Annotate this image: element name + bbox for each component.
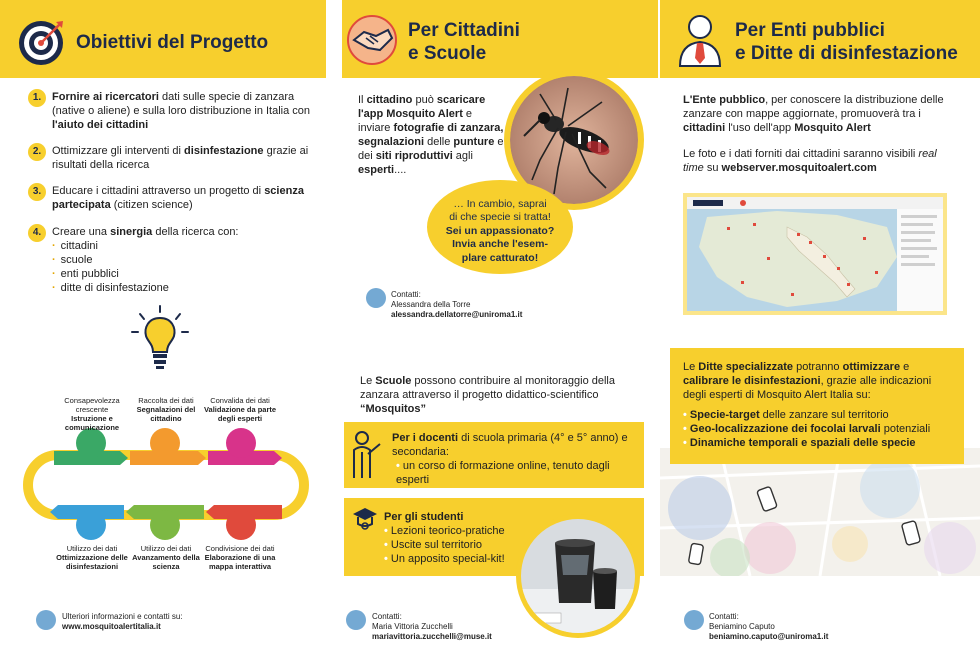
- teacher-icon: [350, 430, 382, 480]
- citizen-intro: [358, 93, 506, 177]
- pest-control-item: [683, 408, 951, 422]
- realtime-text: su: [703, 162, 722, 175]
- schools-project: “Mosquitos”: [360, 403, 426, 416]
- cycle-top-3-t2: Validazione da parte degli esperti: [203, 405, 277, 423]
- realtime-text: Le foto e i dati forniti dai cittadini saranno visibili: [683, 148, 919, 161]
- synergy-item: · scuole: [52, 253, 318, 267]
- objective-item-4: [28, 225, 318, 295]
- intro-text: può: [412, 94, 437, 106]
- cycle-bottom-3-t1: Condivisione dei dati: [205, 544, 275, 553]
- handshake-icon: [346, 14, 398, 66]
- intro-bold: esperti: [358, 164, 395, 177]
- col2-title: [408, 20, 520, 66]
- objective-1-text: dati sulle specie di zanzara (native o aliene) e sulla loro distribuzione in Italia con: [52, 91, 311, 118]
- col3-title-line1: Per Enti pubblici: [735, 20, 885, 41]
- intro-bold: fotografie di zanzara, segnalazioni: [358, 122, 504, 149]
- contact-label: Contatti:: [709, 612, 739, 621]
- objective-4-text-a: Creare una: [52, 225, 111, 238]
- box-text: Le: [683, 361, 699, 373]
- intro-text: agli: [452, 150, 473, 163]
- objective-item-1: [28, 90, 318, 132]
- cycle-bottom-3-t2: Elaborazione di una mappa interattiva: [204, 553, 276, 571]
- pest-control-item-text: potenziali: [880, 423, 931, 436]
- speech-bold-3: plare catturato!: [461, 251, 539, 264]
- contact-zucchelli: [372, 612, 492, 642]
- globe-icon: [36, 610, 56, 630]
- pest-control-item-bold: Specie-target: [689, 409, 760, 422]
- teachers-list-item: • un corso di formazione online, tenuto dagli esperti: [396, 459, 640, 487]
- pest-control-box: [670, 348, 964, 464]
- mail-icon: [366, 288, 386, 308]
- synergy-item: · ditte di disinfestazione: [52, 281, 318, 295]
- col3-title: [735, 20, 958, 66]
- objective-4-text-c: della ricerca con:: [152, 225, 239, 238]
- graduation-cap-icon: [352, 506, 378, 532]
- kit-photo: [516, 514, 640, 638]
- objective-item-3: [28, 184, 318, 212]
- intro-text: Il: [358, 94, 367, 106]
- teachers-box: [344, 422, 644, 488]
- cycle-bottom-1-t1: Utilizzo dei dati: [66, 544, 118, 553]
- intro-bold: siti riproduttivi: [375, 150, 453, 163]
- students-list: [384, 524, 534, 566]
- intro-text: e inviare: [358, 108, 473, 135]
- pest-control-item-text: delle zanzare sul territorio: [759, 409, 889, 422]
- city-map-background: [660, 448, 980, 576]
- cycle-bottom-2-t1: Utilizzo dei dati: [140, 544, 192, 553]
- lightbulb-icon: [128, 304, 192, 374]
- box-bold: Ditte specializzate: [698, 361, 794, 373]
- public-entities-text: [683, 93, 953, 175]
- col2-title-line1: Per Cittadini: [408, 20, 520, 41]
- cycle-label-bottom-2: [124, 544, 208, 571]
- students-list-item: • Un apposito special-kit!: [384, 552, 534, 566]
- objective-3-text-a: Educare i cittadini attraverso un progetto di: [52, 185, 265, 198]
- box-bold: calibrare le disinfestazioni: [683, 375, 821, 388]
- pest-control-item: [683, 436, 951, 450]
- cycle-top-2-t2: Segnalazioni del cittadino: [136, 405, 196, 423]
- contact-email[interactable]: mariavittoria.zucchelli@muse.it: [372, 632, 492, 641]
- person-tie-icon: [676, 14, 724, 68]
- map-icon: [226, 510, 256, 540]
- objective-number: 4.: [28, 224, 46, 242]
- objective-number: 2.: [28, 143, 46, 161]
- science-icon: [150, 510, 180, 540]
- webserver-link[interactable]: webserver.mosquitoalert.com: [721, 162, 877, 175]
- speech-bold-1: Sei un appassionato?: [445, 224, 555, 237]
- objectives-list: [28, 90, 318, 307]
- box-text: , grazie alle indicazioni degli esperti di Mosquito Alert Italia su:: [683, 375, 932, 402]
- cycle-bottom-1-t2: Ottimizzazione delle disinfestazioni: [56, 553, 128, 571]
- optimization-icon: [76, 510, 106, 540]
- report-icon: [150, 428, 180, 458]
- teachers-text: [392, 431, 640, 487]
- pest-control-list: [683, 408, 951, 450]
- contact-name: Alessandra della Torre: [391, 300, 471, 309]
- teachers-list: [392, 459, 640, 487]
- cycle-top-1-t2: Istruzione e comunicazione: [64, 414, 120, 432]
- schools-bold: Scuole: [375, 375, 412, 387]
- intro-text: ....: [394, 164, 407, 177]
- cycle-label-bottom-1: [50, 544, 134, 571]
- cycle-top-2-t1: Raccolta dei dati: [138, 396, 194, 405]
- realtime-italic: real time: [683, 148, 937, 175]
- objective-3-text-c: (citizen science): [110, 199, 193, 212]
- objective-3-bold: scienza partecipata: [52, 185, 304, 212]
- cycle-top-3-t1: Convalida dei dati: [210, 396, 270, 405]
- col3-title-line2: e Ditte di disinfestazione: [735, 42, 958, 64]
- intro-bold: cittadino: [366, 94, 413, 106]
- objective-4-bold: sinergia: [110, 225, 153, 238]
- contact-label: Contatti:: [372, 612, 402, 621]
- synergy-item: · enti pubblici: [52, 267, 318, 281]
- pest-control-item-bold: Geo-localizzazione dei focolai larvali: [689, 423, 881, 436]
- objective-1-bold-a: Fornire ai ricercatori: [52, 91, 159, 103]
- schools-text: Le: [360, 375, 376, 387]
- intro-bold: punture: [453, 136, 495, 149]
- entities-bold: Mosquito Alert: [794, 122, 871, 135]
- synergy-list: [52, 239, 318, 295]
- target-icon: [18, 20, 64, 66]
- students-list-item: • Lezioni teorico-pratiche: [384, 524, 534, 538]
- website-link[interactable]: www.mosquitoalertitalia.it: [62, 622, 161, 631]
- objective-number: 3.: [28, 183, 46, 201]
- footer-label: Ulteriori informazioni e contatti su:: [62, 612, 183, 621]
- validation-icon: [226, 428, 256, 458]
- box-text: potranno: [793, 361, 843, 373]
- students-text: [384, 510, 534, 566]
- contact-della-torre: [391, 290, 522, 320]
- box-bold: ottimizzare: [842, 361, 901, 373]
- students-title: Per gli studenti: [384, 511, 464, 523]
- col1-title: Obiettivi del Progetto: [76, 32, 269, 53]
- speech-bubble: [427, 180, 573, 274]
- objective-item-2: [28, 144, 318, 172]
- box-text: e: [900, 361, 910, 373]
- pest-control-item-bold: Dinamiche temporali e spaziali delle specie: [689, 437, 916, 450]
- objective-2-text-a: Ottimizzare gli interventi di: [52, 145, 185, 158]
- entities-text: l'uso dell'app: [725, 122, 795, 135]
- objective-2-text-c: grazie ai risultati della ricerca: [52, 145, 309, 172]
- contact-name: Maria Vittoria Zucchelli: [372, 622, 453, 631]
- entities-bold: L'Ente pubblico: [683, 94, 766, 106]
- students-list-item: • Uscite sul territorio: [384, 538, 534, 552]
- mail-icon: [346, 610, 366, 630]
- schools-intro: [360, 374, 650, 416]
- cycle-bottom-2-t2: Avanzamento della scienza: [132, 553, 200, 571]
- cycle-label-top-1: [50, 396, 134, 432]
- realtime-paragraph: [683, 147, 953, 175]
- speech-bold-2: Invia anche l'esem-: [452, 238, 548, 251]
- contact-label: Contatti:: [391, 290, 421, 299]
- contact-email[interactable]: beniamino.caputo@uniroma1.it: [709, 632, 829, 641]
- objective-number: 1.: [28, 89, 46, 107]
- intro-text: delle: [424, 136, 454, 149]
- intro-bold: scaricare l'app Mosquito Alert: [358, 94, 486, 121]
- cycle-label-top-3: [198, 396, 282, 423]
- entities-text: , per conoscere la distribuzione delle zanzare con mappe aggiornate, promuoverà tra i: [683, 94, 944, 121]
- col2-title-line2: e Scuole: [408, 42, 487, 64]
- pest-control-item: [683, 422, 951, 436]
- contact-caputo: [709, 612, 828, 642]
- speech-line-1: … In cambio, saprai: [453, 198, 547, 210]
- teachers-desc: di scuola primaria (4° e 5° anno) e secondaria:: [392, 432, 628, 459]
- mail-icon: [684, 610, 704, 630]
- objective-1-bold-c: l'aiuto dei cittadini: [52, 119, 149, 132]
- entities-bold: cittadini: [683, 122, 726, 135]
- contact-email[interactable]: alessandra.dellatorre@uniroma1.it: [391, 310, 523, 319]
- col1-footer: [62, 612, 183, 632]
- cycle-label-bottom-3: [198, 544, 282, 571]
- intro-text: e dei: [358, 136, 504, 163]
- teachers-bold: Per i docenti: [392, 432, 459, 444]
- education-icon: [76, 428, 106, 458]
- speech-line-2: di che specie si tratta!: [449, 211, 551, 224]
- cycle-top-1-t1: Consapevolezza crescente: [64, 396, 120, 414]
- synergy-item: · cittadini: [52, 239, 318, 253]
- cycle-label-top-2: [124, 396, 208, 423]
- schools-text: possono contribuire al monitoraggio della zanzara attraverso il progetto didattico-scientifico: [360, 375, 615, 402]
- contact-name: Beniamino Caputo: [709, 622, 775, 631]
- objective-2-bold: disinfestazione: [184, 145, 264, 158]
- map-screenshot: [683, 193, 947, 315]
